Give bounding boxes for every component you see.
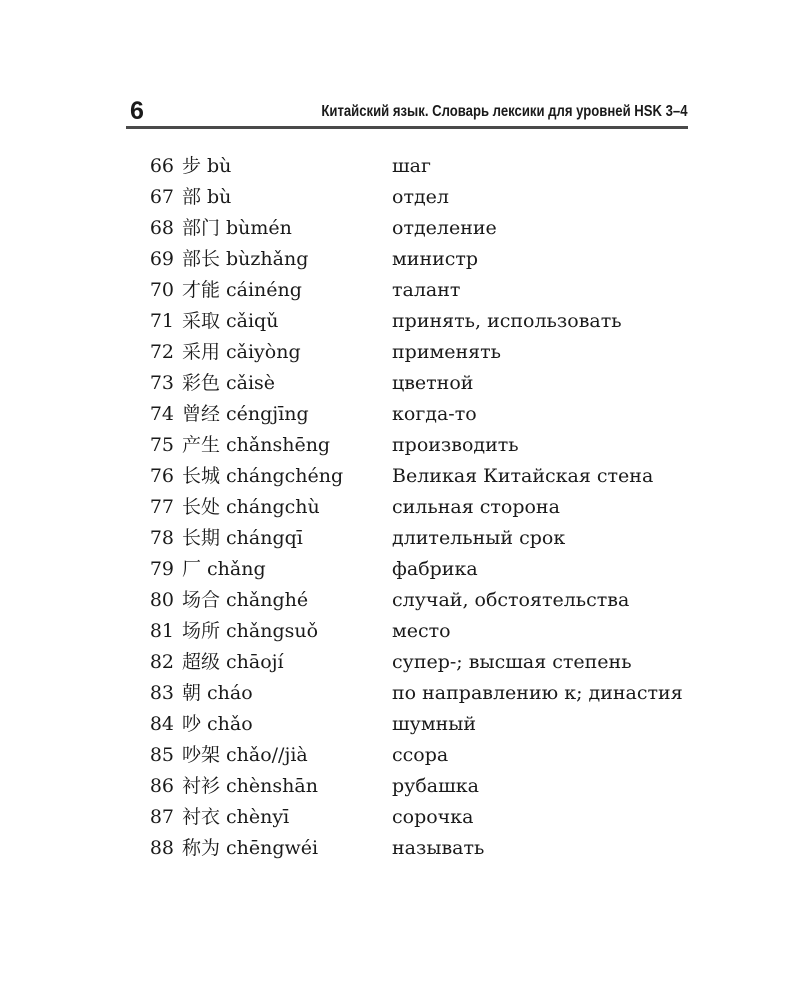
entry-translation: место xyxy=(392,620,451,642)
entry-word xyxy=(174,650,390,675)
entry-word xyxy=(174,309,390,334)
entry-hanzi: 部长 xyxy=(182,248,221,270)
entry-translation: принять, использовать xyxy=(392,310,622,332)
entry-translation: производить xyxy=(392,434,519,456)
entry-pinyin: bùzhǎng xyxy=(226,248,309,270)
entry-pinyin: cǎisè xyxy=(226,372,276,394)
entry-number: 80 xyxy=(149,589,174,611)
vocabulary-entry xyxy=(130,836,690,867)
entry-pinyin: bùmén xyxy=(226,217,292,239)
entry-hanzi: 衬衫 xyxy=(182,775,221,797)
entry-number: 71 xyxy=(149,310,174,332)
vocabulary-entry xyxy=(130,588,690,619)
entry-number: 68 xyxy=(149,217,174,239)
entry-word xyxy=(174,340,390,365)
vocabulary-entry xyxy=(130,371,690,402)
entry-word xyxy=(174,681,390,706)
entry-hanzi: 产生 xyxy=(182,434,221,456)
entry-pinyin: chǎo//jià xyxy=(226,744,308,766)
entry-word xyxy=(174,557,390,582)
entry-number: 76 xyxy=(149,465,174,487)
entry-hanzi: 超级 xyxy=(182,651,221,673)
vocabulary-entry xyxy=(130,743,690,774)
vocabulary-entry xyxy=(130,526,690,557)
entry-pinyin: chángchù xyxy=(226,496,320,518)
entry-hanzi: 吵 xyxy=(182,713,202,735)
entry-hanzi: 场合 xyxy=(182,589,221,611)
entry-translation: отделение xyxy=(392,217,497,239)
vocabulary-entry xyxy=(130,340,690,371)
entry-word xyxy=(174,247,390,272)
entry-pinyin: chènyī xyxy=(226,806,290,828)
entry-word xyxy=(174,495,390,520)
entry-hanzi: 才能 xyxy=(182,279,221,301)
vocabulary-entry xyxy=(130,805,690,836)
entry-pinyin: chāojí xyxy=(226,651,284,673)
entry-word xyxy=(174,185,390,210)
entry-hanzi: 长城 xyxy=(182,465,221,487)
entry-hanzi: 采用 xyxy=(182,341,221,363)
entry-number: 81 xyxy=(149,620,174,642)
entry-translation: отдел xyxy=(392,186,449,208)
entry-hanzi: 厂 xyxy=(182,558,202,580)
entry-translation: министр xyxy=(392,248,479,270)
entry-hanzi: 部 xyxy=(182,186,202,208)
entry-number: 82 xyxy=(149,651,174,673)
entry-number: 66 xyxy=(149,155,174,177)
entry-translation: по направлению к; династия xyxy=(392,682,683,704)
entry-pinyin: chǎo xyxy=(207,713,253,735)
entry-word xyxy=(174,216,390,241)
entry-number: 85 xyxy=(149,744,174,766)
entry-hanzi: 场所 xyxy=(182,620,221,642)
vocabulary-entry xyxy=(130,247,690,278)
entry-pinyin: chènshān xyxy=(226,775,318,797)
entry-pinyin: cǎiqǔ xyxy=(226,310,279,332)
entry-hanzi: 步 xyxy=(182,155,202,177)
entry-number: 77 xyxy=(149,496,174,518)
entry-translation: применять xyxy=(392,341,502,363)
entry-pinyin: céngjīng xyxy=(226,403,309,425)
entry-translation: сорочка xyxy=(392,806,474,828)
entry-translation: когда-то xyxy=(392,403,477,425)
page-number: 6 xyxy=(130,97,144,125)
entry-word xyxy=(174,805,390,830)
entry-number: 67 xyxy=(149,186,174,208)
vocabulary-list xyxy=(130,154,690,867)
vocabulary-entry xyxy=(130,278,690,309)
entry-hanzi: 部门 xyxy=(182,217,221,239)
vocabulary-entry xyxy=(130,464,690,495)
entry-translation: называть xyxy=(392,837,485,859)
entry-pinyin: chēngwéi xyxy=(226,837,319,859)
entry-hanzi: 采取 xyxy=(182,310,221,332)
entry-word xyxy=(174,402,390,427)
entry-number: 73 xyxy=(149,372,174,394)
entry-pinyin: chángqī xyxy=(226,527,303,549)
entry-number: 83 xyxy=(149,682,174,704)
vocabulary-entry xyxy=(130,309,690,340)
vocabulary-entry xyxy=(130,619,690,650)
entry-pinyin: chǎnshēng xyxy=(226,434,331,456)
entry-pinyin: chángchéng xyxy=(226,465,344,487)
vocabulary-entry xyxy=(130,402,690,433)
entry-number: 84 xyxy=(149,713,174,735)
entry-translation: супер-; высшая степень xyxy=(392,651,632,673)
entry-translation: талант xyxy=(392,279,461,301)
entry-number: 72 xyxy=(149,341,174,363)
entry-translation: шумный xyxy=(392,713,477,735)
entry-translation: фабрика xyxy=(392,558,478,580)
entry-hanzi: 长处 xyxy=(182,496,221,518)
entry-pinyin: cáinéng xyxy=(226,279,302,301)
vocabulary-entry xyxy=(130,154,690,185)
entry-word xyxy=(174,371,390,396)
vocabulary-entry xyxy=(130,216,690,247)
entry-word xyxy=(174,743,390,768)
vocabulary-entry xyxy=(130,495,690,526)
entry-word xyxy=(174,526,390,551)
entry-pinyin: chǎngsuǒ xyxy=(226,620,319,642)
entry-pinyin: chǎng xyxy=(207,558,266,580)
entry-hanzi: 长期 xyxy=(182,527,221,549)
entry-hanzi: 称为 xyxy=(182,837,221,859)
entry-word xyxy=(174,154,390,179)
vocabulary-entry xyxy=(130,557,690,588)
entry-translation: цветной xyxy=(392,372,474,394)
vocabulary-entry xyxy=(130,650,690,681)
entry-translation: рубашка xyxy=(392,775,479,797)
vocabulary-entry xyxy=(130,185,690,216)
entry-pinyin: cháo xyxy=(207,682,253,704)
entry-translation: случай, обстоятельства xyxy=(392,589,630,611)
entry-pinyin: chǎnghé xyxy=(226,589,309,611)
entry-number: 79 xyxy=(149,558,174,580)
entry-translation: Великая Китайская стена xyxy=(392,465,654,487)
entry-pinyin: bù xyxy=(207,155,232,177)
entry-pinyin: bù xyxy=(207,186,232,208)
entry-word xyxy=(174,588,390,613)
vocabulary-entry xyxy=(130,774,690,805)
running-title: Китайский язык. Словарь лексики для уровней HSK 3–4 xyxy=(321,103,688,120)
vocabulary-entry xyxy=(130,681,690,712)
entry-number: 86 xyxy=(149,775,174,797)
entry-hanzi: 曾经 xyxy=(182,403,221,425)
entry-word xyxy=(174,712,390,737)
vocabulary-entry xyxy=(130,433,690,464)
vocabulary-entry xyxy=(130,712,690,743)
header-divider xyxy=(126,126,688,129)
entry-number: 87 xyxy=(149,806,174,828)
entry-number: 75 xyxy=(149,434,174,456)
entry-word xyxy=(174,433,390,458)
entry-number: 88 xyxy=(149,837,174,859)
entry-pinyin: cǎiyòng xyxy=(226,341,301,363)
entry-word xyxy=(174,836,390,861)
entry-translation: ссора xyxy=(392,744,449,766)
entry-number: 70 xyxy=(149,279,174,301)
entry-translation: шаг xyxy=(392,155,431,177)
entry-number: 78 xyxy=(149,527,174,549)
entry-translation: длительный срок xyxy=(392,527,566,549)
entry-number: 74 xyxy=(149,403,174,425)
entry-hanzi: 彩色 xyxy=(182,372,221,394)
entry-word xyxy=(174,774,390,799)
entry-number: 69 xyxy=(149,248,174,270)
entry-hanzi: 衬衣 xyxy=(182,806,221,828)
entry-word xyxy=(174,278,390,303)
page-header xyxy=(126,96,688,132)
entry-word xyxy=(174,619,390,644)
entry-hanzi: 朝 xyxy=(182,682,202,704)
entry-hanzi: 吵架 xyxy=(182,744,221,766)
entry-word xyxy=(174,464,390,489)
entry-translation: сильная сторона xyxy=(392,496,560,518)
